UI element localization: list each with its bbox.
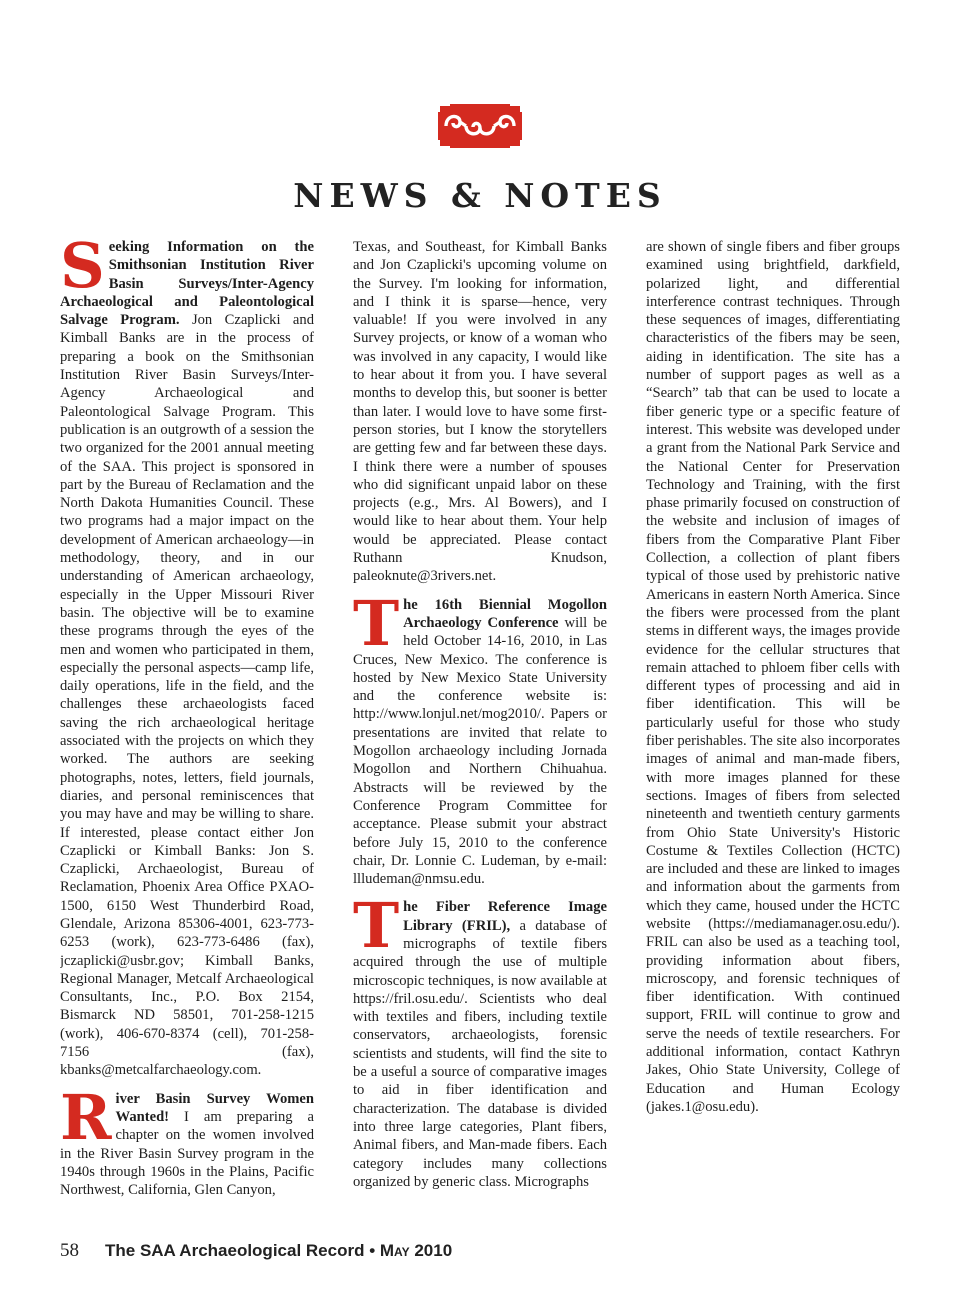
article-lead: eeking Information on the Smithsonian Institution River Basin Surveys/Inter-Agency Archaeological and Paleontological Salvage Program. (60, 239, 314, 329)
issue-date: May 2010 (379, 1241, 453, 1260)
article-fril-continued (646, 238, 900, 1116)
column-3 (646, 238, 900, 1116)
column-1 (60, 238, 314, 1199)
article-body: are shown of single fibers and fiber groups examined using brightfield, darkfield, polarized light, and differential interference contrast techniques. Through these sequences of images, differentiating characteristics of the fibers may be seen, aiding in identification. The site has a number of support pages as well as a “Search” tab that can be used to locate a fiber generic type or a specific feature of interest. This website was developed under a grant from the National Park Service and the National Center for Preservation Technology and Training, with the first phase primarily focused on construction of the website and inclusion of images of fibers from the Comparative Plant Fiber Collection, a collection of plant fibers typical of those used by prehistoric native Americans in eastern North America. Since the fibers were processed from the plant stems in different ways, the images provide evidence for the cellular structures that remain attached to phloem fiber cells with different types of processing and aid in fiber identification. This will be particularly useful for those who study fiber perishables. The site also incorporates images of animal and man-made fibers, with more images planned for these sections. Images of fibers from selected nineteenth and twentieth century garments from Ohio State University's Historic Costume & Textiles Collection (HCTC) are included and these are linked to images and information about the garments from which they came, housed under the HCTC website (https://mediamanager.osu.edu/). FRIL can also be used as a teaching tool, providing information about fibers, microscopy, and forensic techniques of fiber identification. With continued support, FRIL will continue to grow and serve the needs of textile researchers. For additional information, contact Kathryn Jakes, Ohio State University, College of Education and Human Ecology (jakes.1@osu.edu). (646, 239, 900, 1115)
article-smithsonian (60, 238, 314, 1080)
dropcap: R (60, 1080, 112, 1154)
page-title: NEWS & NOTES (293, 176, 667, 215)
article-women (60, 1080, 314, 1200)
article-mogollon (353, 586, 607, 889)
dropcap: S (60, 238, 105, 302)
article-body: Texas, and Southeast, for Kimball Banks and Jon Czaplicki's upcoming volume on the Survey. I'm looking for information, and I think it is sparse—hence, very valuable! If you were involved in any Survey projects, or know of a woman who was involved in any capacity, I would like to hear about it from you. I have several months to develop this, but sooner is better than later. I would love to have some first-person stories, but I know the storytellers are getting few and far between these days. I think there were a number of spouses who did significant unpaid labor on these projects (e.g., Mrs. Al Bowers), and I would like to hear about them. Your help would be appreciated. Please contact Ruthann Knudson, paleoknute@3rivers.net. (353, 239, 607, 585)
footer-separator: • (364, 1241, 380, 1260)
article-body: I am preparing a chapter on the women involved in the River Basin Survey program in the 1940s through 1960s in the Plains, Pacific Northwest, California, Glen Canyon, (60, 1108, 314, 1199)
page-number: 58 (60, 1240, 79, 1261)
dropcap: T (353, 889, 400, 963)
publication-title: The SAA Archaeological Record (105, 1241, 365, 1260)
article-lead: iver Basin Survey Women Wanted! (115, 1090, 314, 1125)
dropcap: T (353, 586, 400, 660)
page-footer (60, 1240, 452, 1262)
article-lead: he Fiber Reference Image Library (FRIL), (403, 899, 607, 934)
spiral-scroll-icon (438, 104, 522, 148)
article-fril (353, 889, 607, 1191)
article-body: a database of micrographs of textile fibers acquired through the use of multiple microscopic techniques, is now available at https://fril.osu.edu/. Scientists who deal with textiles and fibers, including textile conservators, archaeologists, forensic scientists and students, will find the site to be a useful a source of comparative images to aid in fiber identification and characterization. The database is divided into three large categories, Plant fibers, Animal fibers, and Man-made fibers. Each category includes many collections organized by generic class. Micrographs (353, 917, 607, 1190)
article-lead: he 16th Biennial Mogollon Archaeology Conference (403, 596, 607, 631)
article-women-continued (353, 238, 607, 586)
article-body: will be held October 14-16, 2010, in Las Cruces, New Mexico. The conference is hosted by New Mexico State University and the conference website is: http://www.lonjul.net/mog2010/. Papers or presentations are invited that relate to Mogollon archaeology including Jornada Mogollon and Northern Chihuahua. Abstracts will be reviewed by the Conference Program Committee for acceptance. Please submit your abstract before July 15, 2010 to the conference chair, Dr. Lonnie C. Ludeman, by e-mail: llludeman@nmsu.edu. (353, 614, 607, 888)
column-2 (353, 238, 607, 1191)
article-body: Jon Czaplicki and Kimball Banks are in the process of preparing a book on the Smithsonian Institution River Basin Surveys/Inter-Agency Archaeological and Paleontological Salvage Program. This publication is an outgrowth of a session the two organized for the 2001 annual meeting of the SAA. This project is sponsored in part by the Bureau of Reclamation and the North Dakota Humanities Council. These two programs had a major impact on the development of American archaeology—in methodology, theory, and in our understanding of American archaeology, especially in the Upper Missouri River basin. The objective will be to examine these programs through the eyes of the men and women who participated in them, especially the personal aspects—camp life, daily operations, life in the field, and the challenges these archaeologists faced saving the rich archaeological heritage associated with the projects on which they worked. The authors are seeking photographs, notes, letters, field journals, diaries, and personal reminiscences that you may have and may be willing to share. If interested, please contact either Jon Czaplicki or Kimball Banks: Jon S. Czaplicki, Archaeologist, Bureau of Reclamation, Phoenix Area Office PXAO-1500, 6150 West Thunderbird Road, Glendale, Arizona 85306-4001, 623-773-6253 (work), 623-773-6486 (fax), jczaplicki@usbr.gov; Kimball Banks, Regional Manager, Metcalf Archaeological Consultants, Inc., P.O. Box 2154, Bismarck ND 58501, 701-258-1215 (work), 406-670-8374 (cell), 701-258-7156 (fax), kbanks@metcalfarchaeology.com. (60, 312, 314, 1079)
